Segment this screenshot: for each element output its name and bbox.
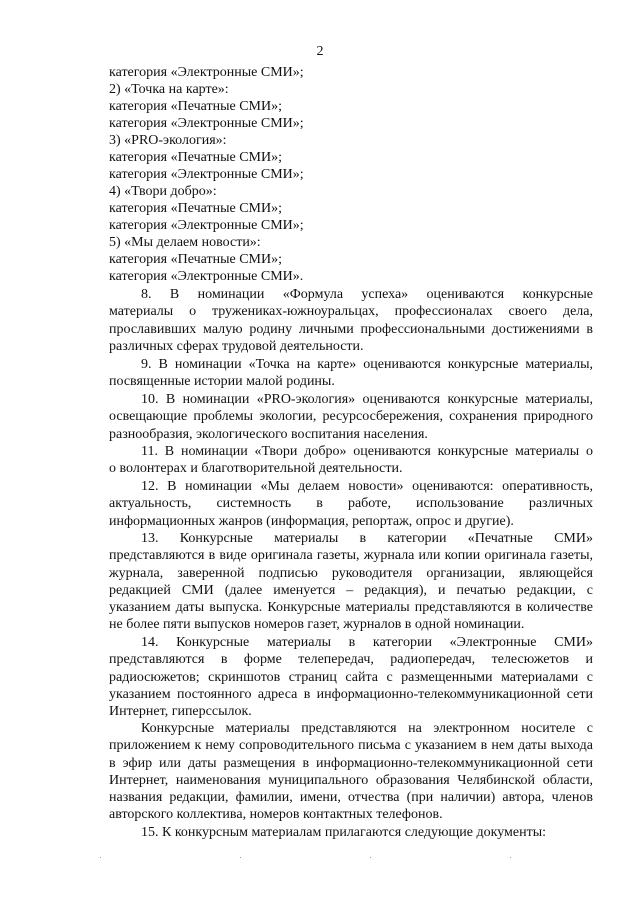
- paragraph-11: [109, 443, 593, 478]
- paragraph-10: [109, 391, 593, 443]
- category-line: категория «Печатные СМИ»;: [109, 252, 282, 267]
- paragraph-line: 11. В номинации «Твори добро» оцениваются конкурсные материалы о: [141, 444, 593, 459]
- paragraph-13: [109, 530, 593, 634]
- paragraph-line: указанием даты выпуска. Конкурсные материалы представляются в количестве: [109, 600, 593, 616]
- paragraph-line: актуальность, системность в работе, использование различных: [109, 496, 593, 512]
- paragraph-15: [109, 824, 593, 841]
- paragraph-submission: [109, 720, 593, 824]
- paragraph-line: 14. Конкурсные материалы в категории «Электронные СМИ»: [141, 635, 593, 650]
- category-line: категория «Электронные СМИ»;: [109, 218, 304, 233]
- paragraph-line: о волонтерах и благотворительной деятельности.: [109, 461, 403, 477]
- page-number: 2: [316, 44, 324, 59]
- category-line: категория «Электронные СМИ»;: [109, 65, 304, 80]
- nomination-heading: 5) «Мы делаем новости»:: [109, 235, 261, 250]
- paragraph-line: 8. В номинации «Формула успеха» оцениваются конкурсные: [141, 287, 593, 302]
- paragraph-line: 15. К конкурсным материалам прилагаются следующие документы:: [141, 825, 547, 840]
- nomination-heading: 4) «Твори добро»:: [109, 184, 217, 199]
- paragraph-line: представляются в форме телепередач, радиопередач, телесюжетов и: [109, 652, 593, 668]
- paragraph-line: представляются в виде оригинала газеты, журнала или копии оригинала газеты,: [109, 548, 593, 564]
- paragraph-9: [109, 356, 593, 391]
- paragraph-line: не более пяти выпусков номеров газет, журналов в одной номинации.: [109, 617, 525, 633]
- paragraph-line: Интернет, гиперссылок.: [109, 704, 252, 720]
- paragraph-line: освещающие проблемы экологии, ресурсосбережения, сохранения природного: [109, 409, 593, 425]
- paragraph-line: информационных жанров (информация, репортаж, опрос и другие).: [109, 513, 514, 529]
- category-line: категория «Печатные СМИ»;: [109, 201, 282, 216]
- paragraph-line: журнала, заверенной подписью руководителя организации, являющейся: [109, 565, 593, 581]
- category-line: категория «Печатные СМИ»;: [109, 150, 282, 165]
- paragraph-line: 12. В номинации «Мы делаем новости» оцениваются: оперативность,: [141, 479, 593, 494]
- category-line: категория «Электронные СМИ».: [109, 269, 304, 284]
- paragraph-line: разнообразия, экологического воспитания населения.: [109, 426, 428, 442]
- paragraph-line: 9. В номинации «Точка на карте» оцениваются конкурсные материалы,: [141, 357, 593, 372]
- paragraph-line: указанием постоянного адреса в информационно-телекоммуникационной сети: [109, 686, 593, 702]
- paragraph-line: Конкурсные материалы представляются на электронном носителе с: [141, 721, 593, 736]
- paragraph-line: Интернет, наименования муниципального образования Челябинской области,: [109, 772, 593, 788]
- paragraph-line: радиосюжетов; скриншотов страниц сайта с размещенными материалами с: [109, 669, 593, 685]
- nomination-heading: 2) «Точка на карте»:: [109, 82, 229, 97]
- paragraph-line: редакцией СМИ (далее именуется – редакция), и печатью редакции, с: [109, 582, 593, 598]
- paragraph-8: [109, 286, 593, 355]
- category-line: категория «Электронные СМИ»;: [109, 167, 304, 182]
- category-line: категория «Печатные СМИ»;: [109, 99, 282, 114]
- paragraph-line: посвященные истории малой родины.: [109, 374, 335, 390]
- category-line: категория «Электронные СМИ»;: [109, 116, 304, 131]
- paragraph-12: [109, 478, 593, 530]
- paragraph-14: [109, 634, 593, 720]
- scan-artifact: [100, 857, 560, 861]
- paragraph-line: прославивших малую родину личными профессиональными достижениями в: [109, 321, 593, 337]
- paragraph-line: 10. В номинации «PRO-экология» оцениваются конкурсные материалы,: [141, 392, 593, 407]
- paragraph-line: в эфир или даты размещения в информационно-телекоммуникационной сети: [109, 755, 593, 771]
- paragraph-line: 13. Конкурсные материалы в категории «Печатные СМИ»: [141, 531, 593, 546]
- paragraph-line: материалы о тружениках-южноуральцах, профессионалах своего дела,: [109, 304, 593, 320]
- paragraph-line: приложением к нему сопроводительного письма с указанием в нем даты выхода: [109, 738, 593, 754]
- paragraph-line: авторского коллектива, номеров контактных телефонов.: [109, 807, 443, 823]
- nomination-heading: 3) «PRO-экология»:: [109, 133, 227, 148]
- paragraph-line: названия редакции, фамилии, имени, отчества (при наличии) автора, членов: [109, 790, 593, 806]
- paragraph-line: различных сферах трудовой деятельности.: [109, 338, 364, 354]
